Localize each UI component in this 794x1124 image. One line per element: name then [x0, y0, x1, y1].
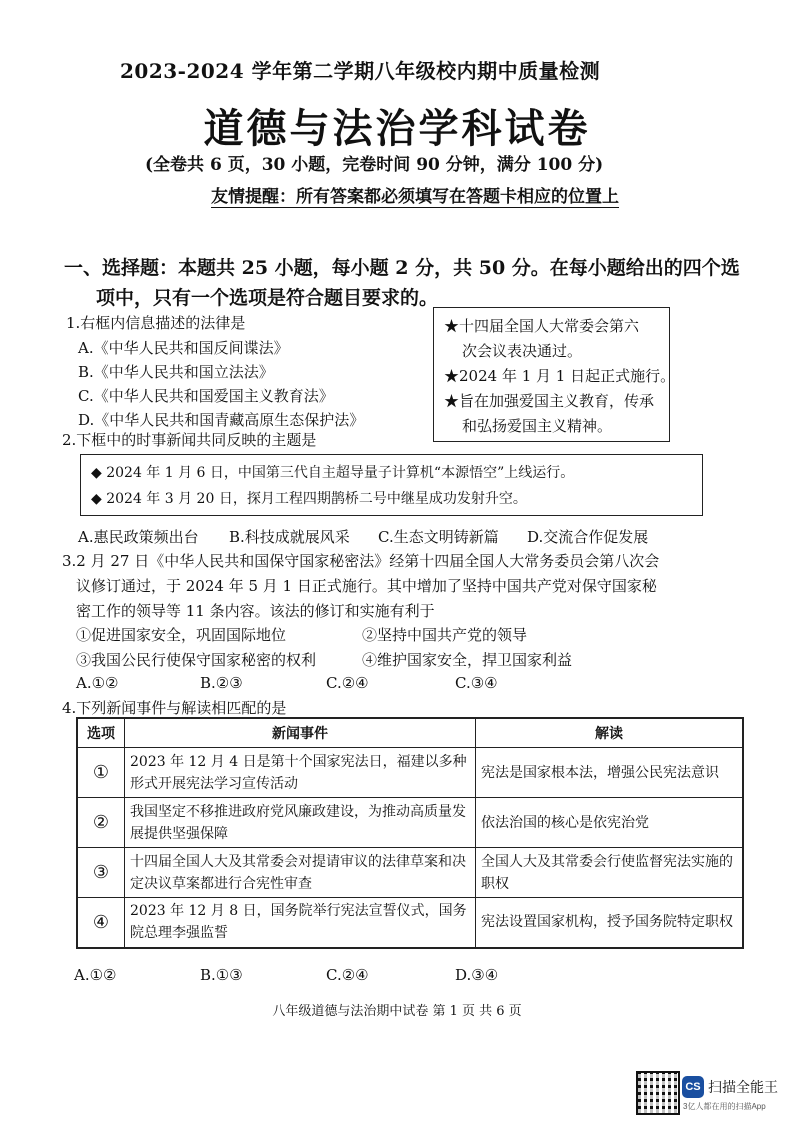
- q3-item-1: ①促进国家安全，巩固国际地位: [76, 626, 287, 644]
- exam-header-line: 2023-2024 学年第二学期八年级校内期中质量检测: [120, 59, 601, 83]
- q2-news-item: ◆ 2024 年 1 月 6 日，中国第三代自主超导量子计算机“本源悟空”上线运行。: [91, 465, 575, 481]
- q1-option-c: C.《中华人民共和国爱国主义教育法》: [78, 387, 334, 405]
- q2-option-b: B.科技成就展风采: [229, 528, 350, 546]
- q4-header-event: 新闻事件: [125, 718, 476, 748]
- q4-row-number: ③: [77, 848, 125, 898]
- q4-row-event: 十四届全国人大及其常委会对提请审议的法律草案和决定决议草案都进行合宪性审查: [125, 848, 476, 898]
- q1-option-b: B.《中华人民共和国立法法》: [78, 363, 274, 381]
- q2-stem: 2.下框中的时事新闻共同反映的主题是: [62, 431, 317, 449]
- q1-info-box: [433, 307, 676, 442]
- q3-stem-line: 3.2 月 27 日《中华人民共和国保守国家秘密法》经第十四届全国人大常务委员会第八次会: [62, 552, 660, 570]
- q4-option-b: B.①③: [200, 966, 243, 984]
- q4-row-event: 2023 年 12 月 4 日是第十个国家宪法日，福建以多种形式开展宪法学习宣传活动: [125, 748, 476, 798]
- scanner-brand: 扫描全能王: [708, 1079, 778, 1095]
- q3-option-d: C.③④: [455, 674, 498, 692]
- q2-option-d: D.交流合作促发展: [527, 528, 649, 546]
- q3-stem-line: 议修订通过，于 2024 年 5 月 1 日正式施行。其中增加了坚持中国共产党对保守国家秘: [76, 577, 657, 595]
- exam-title: 道德与法治学科试卷: [203, 105, 591, 152]
- section-heading-line2: 项中，只有一个选项是符合题目要求的。: [96, 287, 439, 309]
- q3-stem-line: 密工作的领导等 11 条内容。该法的修订和实施有利于: [76, 602, 435, 620]
- q4-row-event: 2023 年 12 月 8 日，国务院举行宪法宣誓仪式，国务院总理李强监誓: [125, 898, 476, 948]
- q4-row-number: ②: [77, 798, 125, 848]
- table-row: [77, 798, 743, 848]
- q4-row-number: ④: [77, 898, 125, 948]
- q1-stem: 1.右框内信息描述的法律是: [66, 314, 246, 332]
- exam-reminder: 友情提醒：所有答案都必须填写在答题卡相应的位置上: [211, 187, 619, 207]
- q1-box-line: ★十四届全国人大常委会第六: [444, 317, 640, 335]
- camscanner-logo: CS: [682, 1076, 704, 1098]
- table-row: [77, 848, 743, 898]
- q1-option-a: A.《中华人民共和国反间谍法》: [78, 339, 289, 357]
- q2-option-c: C.生态文明铸新篇: [378, 528, 499, 546]
- table-row: [77, 898, 743, 948]
- q1-box-line: ★2024 年 1 月 1 日起正式施行。: [444, 367, 676, 385]
- q4-header-option: 选项: [77, 718, 125, 748]
- q1-option-d: D.《中华人民共和国青藏高原生态保护法》: [78, 411, 365, 429]
- q2-news-item: ◆ 2024 年 3 月 20 日，探月工程四期鹊桥二号中继星成功发射升空。: [91, 491, 527, 507]
- q4-table: [76, 717, 744, 949]
- section-heading-line1: 一、选择题：本题共 25 小题，每小题 2 分，共 50 分。在每小题给出的四个选: [64, 257, 740, 279]
- q4-row-reading: 宪法是国家根本法，增强公民宪法意识: [476, 748, 744, 798]
- q4-stem: 4.下列新闻事件与解读相匹配的是: [62, 699, 287, 717]
- q2-news-box: [80, 454, 703, 516]
- table-row: [77, 748, 743, 798]
- q4-row-reading: 宪法设置国家机构，授予国务院特定职权: [476, 898, 744, 948]
- q3-item-4: ④维护国家安全，捍卫国家利益: [362, 651, 573, 669]
- q3-option-c: C.②④: [326, 674, 369, 692]
- q4-row-reading: 全国人大及其常委会行使监督宪法实施的职权: [476, 848, 744, 898]
- q1-box-line: 和弘扬爱国主义精神。: [462, 417, 613, 435]
- q4-row-reading: 依法治国的核心是依宪治党: [476, 798, 744, 848]
- q2-option-a: A.惠民政策频出台: [78, 528, 199, 546]
- qr-code-icon: [636, 1071, 680, 1115]
- page-footer: 八年级道德与法治期中试卷 第 1 页 共 6 页: [272, 1004, 522, 1019]
- q3-item-2: ②坚持中国共产党的领导: [362, 626, 528, 644]
- q4-header-reading: 解读: [476, 718, 744, 748]
- q4-option-a: A.①②: [74, 966, 117, 984]
- q4-row-number: ①: [77, 748, 125, 798]
- q3-item-3: ③我国公民行使保守国家秘密的权利: [76, 651, 317, 669]
- q3-option-a: A.①②: [76, 674, 119, 692]
- q4-row-event: 我国坚定不移推进政府党风廉政建设，为推动高质量发展提供坚强保障: [125, 798, 476, 848]
- q1-box-line: ★旨在加强爱国主义教育，传承: [444, 392, 655, 410]
- q4-option-d: D.③④: [455, 966, 499, 984]
- q1-box-line: 次会议表决通过。: [462, 342, 583, 360]
- q3-option-b: B.②③: [200, 674, 243, 692]
- q4-option-c: C.②④: [326, 966, 369, 984]
- exam-info: (全卷共 6 页，30 小题，完卷时间 90 分钟，满分 100 分): [145, 155, 604, 175]
- scanner-tagline: 3亿人都在用的扫描App: [683, 1102, 766, 1111]
